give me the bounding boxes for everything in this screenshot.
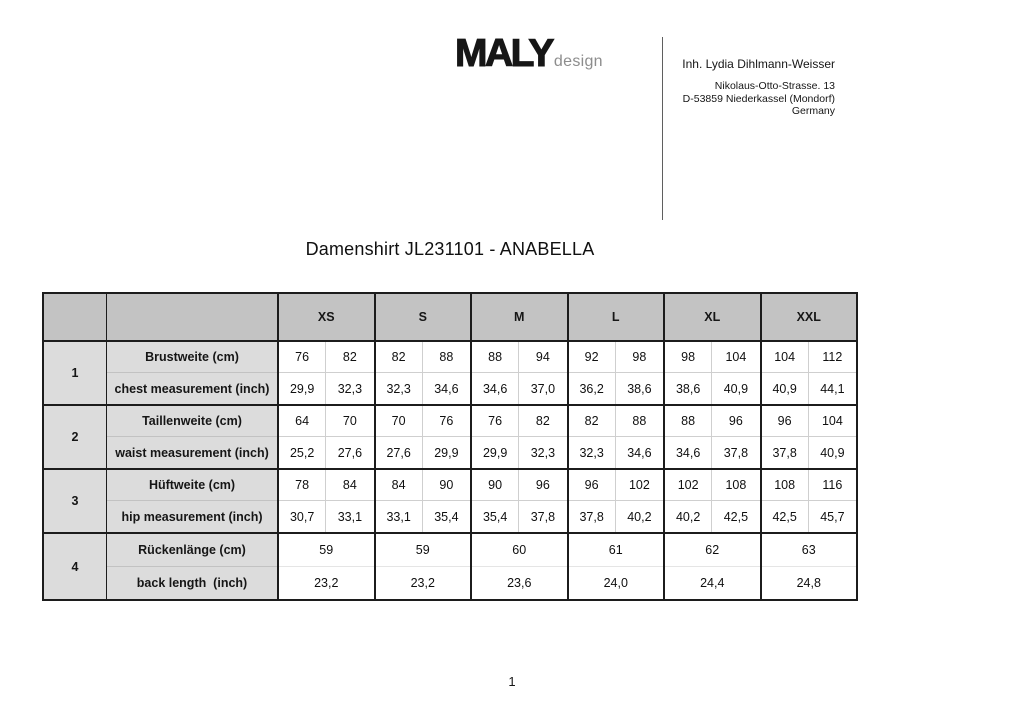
size-group-s <box>374 342 471 404</box>
value-inch-max: 45,7 <box>820 509 845 524</box>
contact-address-line: Nikolaus-Otto-Strasse. 13 <box>714 80 835 92</box>
value-cm-min: 82 <box>569 406 616 437</box>
row-number: 3 <box>44 470 106 532</box>
label-inch: hip measurement (inch) <box>121 509 263 524</box>
value-inch-min: 40,2 <box>665 501 712 532</box>
value-inch-max: 32,3 <box>337 381 363 396</box>
value-cm: 59 <box>279 534 374 567</box>
size-group-xxl <box>760 342 857 404</box>
value-inch-min: 42,5 <box>762 501 809 532</box>
value-cm-min: 92 <box>569 342 616 373</box>
value-cm-max: 96 <box>712 406 759 437</box>
value-cm-max: 116 <box>809 470 856 501</box>
value-inch-max: 37,8 <box>530 509 556 524</box>
size-group-l <box>567 470 664 532</box>
value-inch-max: 32,3 <box>530 445 556 460</box>
value-inch-min: 36,2 <box>569 373 616 404</box>
label-cm: Rückenlänge (cm) <box>107 534 277 567</box>
value-cm-min: 108 <box>762 470 809 501</box>
value-inch-min: 30,7 <box>279 501 326 532</box>
row-labels <box>106 342 277 404</box>
page-number: 1 <box>508 674 516 689</box>
value-inch-max: 37,0 <box>530 381 556 396</box>
contact-address-line: Germany <box>791 105 835 117</box>
label-cm: Brustweite (cm) <box>107 342 277 373</box>
value-cm: 63 <box>762 534 857 567</box>
value-cm-min: 76 <box>472 406 519 437</box>
value-inch: 24,8 <box>796 575 821 590</box>
value-inch-min: 37,8 <box>762 437 809 468</box>
value-inch-min: 38,6 <box>665 373 712 404</box>
value-inch: 24,0 <box>603 575 628 590</box>
value-inch-min: 27,6 <box>376 437 423 468</box>
value-inch-max: 35,4 <box>434 509 459 524</box>
value-cm-min: 82 <box>376 342 423 373</box>
value-cm-max: 88 <box>616 406 663 437</box>
value-cm-max: 88 <box>423 342 470 373</box>
value-cm-min: 88 <box>472 342 519 373</box>
value-cm-max: 82 <box>519 406 566 437</box>
document-title: Damenshirt JL231101 - ANABELLA <box>305 239 595 259</box>
label-cm: Taillenweite (cm) <box>107 406 277 437</box>
value-cm: 61 <box>569 534 664 567</box>
value-inch-max: 34,6 <box>627 445 652 460</box>
header-size-xxl: XXL <box>760 294 857 340</box>
label-inch: back length (inch) <box>136 575 248 590</box>
value-cm-max: 94 <box>519 342 566 373</box>
table-body <box>44 340 856 599</box>
contact-block <box>682 57 835 118</box>
size-group-xl <box>663 534 760 599</box>
size-group-xl <box>663 470 760 532</box>
header-size-s: S <box>374 294 471 340</box>
value-cm-min: 76 <box>279 342 326 373</box>
value-cm: 60 <box>472 534 567 567</box>
header-empty-number-cell <box>44 294 106 340</box>
size-group-l <box>567 342 664 404</box>
size-group-m <box>470 534 567 599</box>
value-cm-max: 108 <box>712 470 759 501</box>
header-size-m: M <box>470 294 567 340</box>
value-inch-max: 38,6 <box>627 381 652 396</box>
value-cm: 59 <box>376 534 471 567</box>
header-size-l: L <box>567 294 664 340</box>
size-group-s <box>374 406 471 468</box>
value-inch-min: 40,9 <box>762 373 809 404</box>
value-cm-min: 64 <box>279 406 326 437</box>
size-group-xxl <box>760 470 857 532</box>
value-cm-min: 70 <box>376 406 423 437</box>
value-inch-min: 25,2 <box>279 437 326 468</box>
size-group-l <box>567 534 664 599</box>
value-inch-min: 29,9 <box>472 437 519 468</box>
value-inch-max: 42,5 <box>723 509 749 524</box>
value-inch-max: 33,1 <box>337 509 363 524</box>
value-inch-min: 32,3 <box>569 437 616 468</box>
row-labels <box>106 534 277 599</box>
size-group-xxl <box>760 534 857 599</box>
value-cm-min: 78 <box>279 470 326 501</box>
label-cm: Hüftweite (cm) <box>107 470 277 501</box>
value-inch-min: 37,8 <box>569 501 616 532</box>
value-inch: 24,4 <box>700 575 725 590</box>
size-group-xl <box>663 342 760 404</box>
table-header-row <box>44 294 856 340</box>
measurement-row-1 <box>44 340 856 404</box>
measurement-row-2 <box>44 404 856 468</box>
value-inch-min: 34,6 <box>472 373 519 404</box>
value-cm-min: 104 <box>762 342 809 373</box>
value-cm-max: 104 <box>809 406 856 437</box>
label-inch: chest measurement (inch) <box>114 381 270 396</box>
value-cm-max: 84 <box>326 470 373 501</box>
value-cm-max: 102 <box>616 470 663 501</box>
row-number: 2 <box>44 406 106 468</box>
header-divider-line <box>662 37 663 220</box>
size-group-s <box>374 534 471 599</box>
value-cm-min: 102 <box>665 470 712 501</box>
logo-suffix-text: design <box>553 53 603 70</box>
size-chart-table <box>42 292 858 601</box>
value-cm-min: 90 <box>472 470 519 501</box>
value-cm-max: 104 <box>712 342 759 373</box>
value-inch-max: 40,2 <box>627 509 652 524</box>
value-cm-max: 76 <box>423 406 470 437</box>
value-cm-max: 96 <box>519 470 566 501</box>
label-inch: waist measurement (inch) <box>115 445 269 460</box>
size-group-xxl <box>760 406 857 468</box>
size-group-xs <box>277 534 374 599</box>
value-inch: 23,6 <box>507 575 532 590</box>
size-group-m <box>470 470 567 532</box>
row-number: 1 <box>44 342 106 404</box>
header-size-xl: XL <box>663 294 760 340</box>
size-group-m <box>470 406 567 468</box>
value-inch-min: 34,6 <box>665 437 712 468</box>
row-number: 4 <box>44 534 106 599</box>
value-cm-max: 112 <box>809 342 856 373</box>
value-inch-max: 27,6 <box>337 445 363 460</box>
measurement-row-4 <box>44 532 856 599</box>
value-inch: 23,2 <box>314 575 339 590</box>
header-size-xs: XS <box>277 294 374 340</box>
value-cm-min: 96 <box>762 406 809 437</box>
value-inch-max: 40,9 <box>820 445 845 460</box>
value-cm: 62 <box>665 534 760 567</box>
header-empty-label-cell <box>106 294 277 340</box>
value-inch-max: 29,9 <box>434 445 459 460</box>
size-group-m <box>470 342 567 404</box>
value-inch-max: 34,6 <box>434 381 459 396</box>
value-cm-min: 98 <box>665 342 712 373</box>
value-inch-min: 35,4 <box>472 501 519 532</box>
size-group-xl <box>663 406 760 468</box>
size-group-xs <box>277 342 374 404</box>
value-inch-max: 40,9 <box>723 381 749 396</box>
value-cm-max: 90 <box>423 470 470 501</box>
value-cm-min: 96 <box>569 470 616 501</box>
value-cm-max: 70 <box>326 406 373 437</box>
row-labels <box>106 406 277 468</box>
contact-owner: Inh. Lydia Dihlmann-Weisser <box>682 57 835 71</box>
value-cm-max: 82 <box>326 342 373 373</box>
measurement-row-3 <box>44 468 856 532</box>
value-inch-min: 29,9 <box>279 373 326 404</box>
value-inch-min: 32,3 <box>376 373 423 404</box>
value-inch: 23,2 <box>410 575 435 590</box>
value-inch-max: 44,1 <box>820 381 845 396</box>
value-cm-min: 84 <box>376 470 423 501</box>
size-group-xs <box>277 406 374 468</box>
size-group-l <box>567 406 664 468</box>
logo-brand-text: MALY <box>455 32 552 75</box>
value-inch-min: 33,1 <box>376 501 423 532</box>
value-inch-max: 37,8 <box>723 445 749 460</box>
contact-address-line: D-53859 Niederkassel (Mondorf) <box>682 92 835 105</box>
value-cm-max: 98 <box>616 342 663 373</box>
brand-logo <box>455 34 603 73</box>
value-cm-min: 88 <box>665 406 712 437</box>
size-group-s <box>374 470 471 532</box>
size-group-xs <box>277 470 374 532</box>
row-labels <box>106 470 277 532</box>
